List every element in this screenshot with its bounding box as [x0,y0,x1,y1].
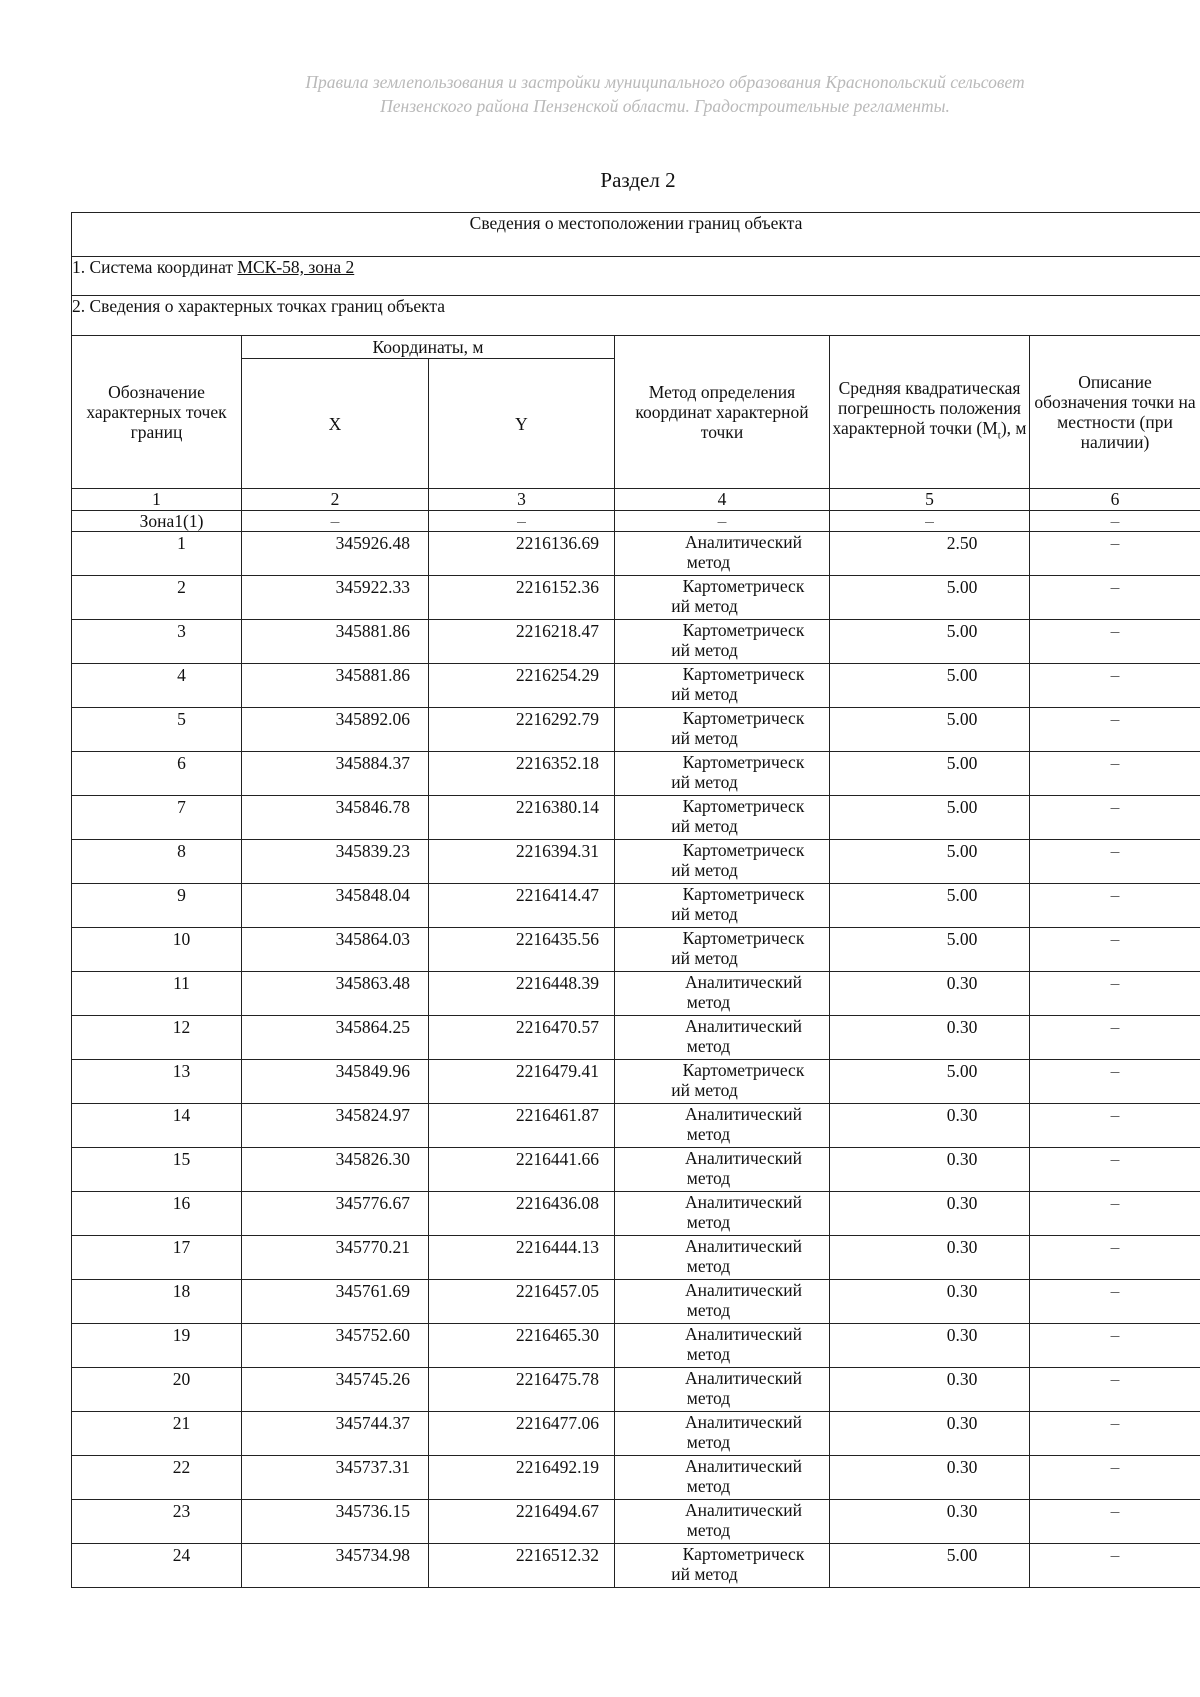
accuracy: 0.30 [830,1412,1030,1456]
point-number: 6 [72,752,242,796]
point-number: 10 [72,928,242,972]
point-number: 21 [72,1412,242,1456]
coordinate-y: 2216380.14 [429,796,615,840]
accuracy: 0.30 [830,1236,1030,1280]
accuracy: 5.00 [830,884,1030,928]
point-description: – [1030,1500,1200,1544]
coordinate-y: 2216254.29 [429,664,615,708]
point-description: – [1030,576,1200,620]
point-description: – [1030,664,1200,708]
point-description: – [1030,1544,1200,1588]
accuracy: 0.30 [830,1500,1030,1544]
method-cell: Аналитический метод [615,972,830,1016]
accuracy: 0.30 [830,1104,1030,1148]
accuracy: 0.30 [830,1324,1030,1368]
coordinate-y: 2216218.47 [429,620,615,664]
accuracy: 0.30 [830,1192,1030,1236]
point-description: – [1030,840,1200,884]
points-section-title: 2. Сведения о характерных точках границ объекта [72,296,1200,336]
point-description: – [1030,1192,1200,1236]
table-row [72,796,1200,840]
method-cell: Аналитический метод [615,1280,830,1324]
zone-x: – [242,511,429,532]
point-number: 17 [72,1236,242,1280]
point-description: – [1030,532,1200,576]
header-line-1: Правила землепользования и застройки муниципального образования Краснопольский сельсовет [305,72,1025,92]
point-number: 5 [72,708,242,752]
coordinate-y: 2216436.08 [429,1192,615,1236]
table-row [72,576,1200,620]
boundary-points-table [71,212,1200,1588]
coordinate-y: 2216470.57 [429,1016,615,1060]
method-cell: Аналитический метод [615,532,830,576]
method-cell: Картометрическ ий метод [615,1060,830,1104]
coordinate-y: 2216292.79 [429,708,615,752]
method-cell: Картометрическ ий метод [615,576,830,620]
coordinate-y: 2216479.41 [429,1060,615,1104]
point-number: 19 [72,1324,242,1368]
coordinate-y: 2216475.78 [429,1368,615,1412]
coordinate-y: 2216444.13 [429,1236,615,1280]
zone-accuracy: – [830,511,1030,532]
coordinate-x: 345734.98 [242,1544,429,1588]
accuracy: 5.00 [830,620,1030,664]
coordinate-y: 2216465.30 [429,1324,615,1368]
coordinate-y: 2216136.69 [429,532,615,576]
table-row [72,840,1200,884]
table-row [72,1412,1200,1456]
table-row [72,1016,1200,1060]
method-cell: Картометрическ ий метод [615,708,830,752]
point-description: – [1030,1060,1200,1104]
point-description: – [1030,928,1200,972]
column-number-row [72,489,1200,511]
point-description: – [1030,708,1200,752]
column-number: 6 [1030,489,1200,511]
coordinate-y: 2216477.06 [429,1412,615,1456]
point-description: – [1030,1104,1200,1148]
point-number: 16 [72,1192,242,1236]
accuracy: 2.50 [830,532,1030,576]
coordinate-system-value: МСК-58, зона 2 [237,257,355,277]
coordinate-x: 345926.48 [242,532,429,576]
table-row [72,1544,1200,1588]
point-description: – [1030,1148,1200,1192]
method-cell: Картометрическ ий метод [615,928,830,972]
coordinate-x: 345736.15 [242,1500,429,1544]
coordinate-x: 345776.67 [242,1192,429,1236]
table-row [72,1456,1200,1500]
point-description: – [1030,1016,1200,1060]
method-cell: Картометрическ ий метод [615,752,830,796]
accuracy: 5.00 [830,1544,1030,1588]
header-accuracy: Средняя квадратическая погрешность положения характерной точки $(M_t)$, м [830,336,1030,489]
coordinate-x: 345848.04 [242,884,429,928]
header-designation: Обозначение характерных точек границ [72,336,242,489]
header-description: Описание обозначения точки на местности (при наличии) [1030,336,1200,489]
section-title: Раздел 2 [600,168,676,192]
point-description: – [1030,884,1200,928]
point-number: 23 [72,1500,242,1544]
method-cell: Картометрическ ий метод [615,620,830,664]
point-description: – [1030,972,1200,1016]
point-number: 8 [72,840,242,884]
point-number: 22 [72,1456,242,1500]
point-number: 15 [72,1148,242,1192]
coordinate-y: 2216435.56 [429,928,615,972]
table-row [72,928,1200,972]
table-row [72,1104,1200,1148]
coordinate-x: 345846.78 [242,796,429,840]
accuracy: 0.30 [830,1280,1030,1324]
coordinate-x: 345752.60 [242,1324,429,1368]
method-cell: Аналитический метод [615,1368,830,1412]
accuracy: 5.00 [830,708,1030,752]
column-number: 2 [242,489,429,511]
coordinate-x: 345826.30 [242,1148,429,1192]
accuracy: 5.00 [830,796,1030,840]
header-line-2: Пензенского района Пензенской области. Градостроительные регламенты. [380,96,950,116]
table-title: Сведения о местоположении границ объекта [72,213,1200,257]
coordinate-x: 345839.23 [242,840,429,884]
zone-description: – [1030,511,1200,532]
zone-method: – [615,511,830,532]
header-method: Метод определения координат характерной точки [615,336,830,489]
coordinate-x: 345737.31 [242,1456,429,1500]
point-number: 3 [72,620,242,664]
method-cell: Аналитический метод [615,1236,830,1280]
coordinate-y: 2216441.66 [429,1148,615,1192]
coordinate-y: 2216152.36 [429,576,615,620]
coordinate-y: 2216457.05 [429,1280,615,1324]
method-cell: Аналитический метод [615,1456,830,1500]
method-cell: Аналитический метод [615,1412,830,1456]
method-cell: Аналитический метод [615,1148,830,1192]
accuracy: 5.00 [830,928,1030,972]
coordinate-x: 345863.48 [242,972,429,1016]
coordinate-y: 2216352.18 [429,752,615,796]
coordinate-x: 345884.37 [242,752,429,796]
point-number: 9 [72,884,242,928]
table-row [72,1324,1200,1368]
coordinate-y: 2216492.19 [429,1456,615,1500]
accuracy: 5.00 [830,752,1030,796]
table-row [72,1060,1200,1104]
coordinate-y: 2216494.67 [429,1500,615,1544]
coordinate-x: 345770.21 [242,1236,429,1280]
point-description: – [1030,1280,1200,1324]
table-row [72,1368,1200,1412]
method-cell: Аналитический метод [615,1500,830,1544]
coordinate-x: 345864.03 [242,928,429,972]
coordinate-y: 2216414.47 [429,884,615,928]
point-number: 18 [72,1280,242,1324]
table-row [72,1148,1200,1192]
table-row [72,664,1200,708]
column-number: 1 [72,489,242,511]
point-description: – [1030,1236,1200,1280]
accuracy: 0.30 [830,1368,1030,1412]
header-coordinates: Координаты, м [242,336,615,359]
coordinate-x: 345881.86 [242,620,429,664]
point-number: 2 [72,576,242,620]
table-row [72,884,1200,928]
point-description: – [1030,796,1200,840]
accuracy: 5.00 [830,1060,1030,1104]
accuracy: 0.30 [830,1456,1030,1500]
point-description: – [1030,752,1200,796]
point-description: – [1030,1412,1200,1456]
table-row [72,1500,1200,1544]
table-row [72,972,1200,1016]
table-row [72,752,1200,796]
column-number: 5 [830,489,1030,511]
accuracy: 0.30 [830,1016,1030,1060]
accuracy: 0.30 [830,1148,1030,1192]
point-description: – [1030,1368,1200,1412]
method-cell: Картометрическ ий метод [615,840,830,884]
document-header [0,70,1200,118]
point-number: 7 [72,796,242,840]
coordinate-system-row [72,257,1200,296]
point-number: 11 [72,972,242,1016]
coordinate-system-label: 1. Система координат [72,257,238,277]
table-row [72,1192,1200,1236]
table-row [72,620,1200,664]
column-number: 4 [615,489,830,511]
coordinate-y: 2216461.87 [429,1104,615,1148]
accuracy: 5.00 [830,664,1030,708]
zone-row [72,511,1200,532]
coordinate-x: 345824.97 [242,1104,429,1148]
header-x: X [242,359,429,489]
point-number: 14 [72,1104,242,1148]
coordinate-x: 345922.33 [242,576,429,620]
coordinate-y: 2216448.39 [429,972,615,1016]
method-cell: Аналитический метод [615,1016,830,1060]
method-cell: Аналитический метод [615,1104,830,1148]
method-cell: Картометрическ ий метод [615,796,830,840]
accuracy: 5.00 [830,840,1030,884]
point-number: 24 [72,1544,242,1588]
coordinate-x: 345761.69 [242,1280,429,1324]
coordinate-y: 2216394.31 [429,840,615,884]
point-description: – [1030,1456,1200,1500]
method-cell: Картометрическ ий метод [615,1544,830,1588]
table-row [72,1280,1200,1324]
method-cell: Картометрическ ий метод [615,884,830,928]
method-cell: Аналитический метод [615,1324,830,1368]
point-number: 1 [72,532,242,576]
coordinate-x: 345744.37 [242,1412,429,1456]
coordinate-x: 345745.26 [242,1368,429,1412]
point-number: 20 [72,1368,242,1412]
coordinate-x: 345881.86 [242,664,429,708]
column-number: 3 [429,489,615,511]
table-row [72,708,1200,752]
zone-y: – [429,511,615,532]
table-row [72,532,1200,576]
header-y: Y [429,359,615,489]
table-row [72,1236,1200,1280]
point-description: – [1030,1324,1200,1368]
point-number: 12 [72,1016,242,1060]
method-cell: Аналитический метод [615,1192,830,1236]
point-number: 4 [72,664,242,708]
accuracy: 5.00 [830,576,1030,620]
method-cell: Картометрическ ий метод [615,664,830,708]
point-description: – [1030,620,1200,664]
coordinate-y: 2216512.32 [429,1544,615,1588]
coordinate-x: 345849.96 [242,1060,429,1104]
accuracy: 0.30 [830,972,1030,1016]
coordinate-x: 345892.06 [242,708,429,752]
point-number: 13 [72,1060,242,1104]
zone-label: Зона1(1) [72,511,242,532]
coordinate-x: 345864.25 [242,1016,429,1060]
